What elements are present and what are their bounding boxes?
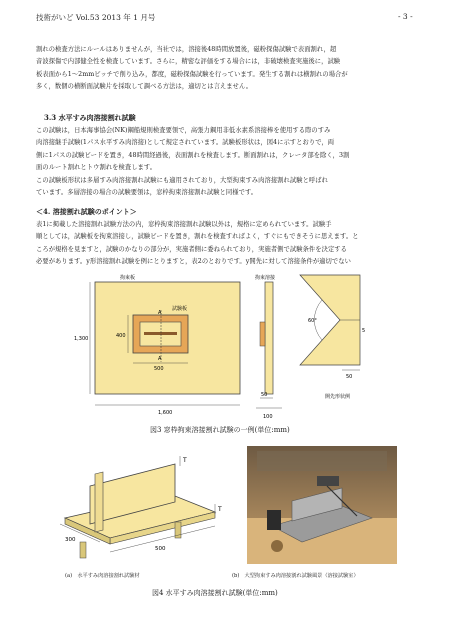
text-line: 面のルート割れとトウ割れを検査します。 [36, 164, 157, 172]
label-50-groove: 50 [346, 374, 353, 380]
label-a-bottom: A [158, 356, 162, 362]
figure-3-caption: 図3 窓枠拘束溶接割れ試験の一例(単位:mm) [150, 426, 290, 434]
header-left: 技術がいど Vol.53 2013 年 1 月号 [36, 13, 156, 22]
figure-4b-photo [247, 446, 397, 564]
label-t-top: T [183, 457, 187, 464]
label-500: 500 [154, 366, 164, 372]
side-view-plate [265, 282, 273, 394]
text-line: ころが規格を見ますと，試験のかなりの部分が，実施者側に委ねられており，実施者側で試験条件を決定する [36, 245, 347, 253]
text-line: 板表面から1～2mmピッチで削り込み，都度，磁粉探傷試験を行っています。発生する割れは横割れの場合が [36, 70, 348, 78]
label-100: 100 [263, 414, 273, 420]
label-a-top: A [158, 310, 162, 316]
side-view-test [260, 322, 265, 346]
text-line: 肉溶接継手試験(1パス水平すみ肉溶接)として規定されています。試験板形状は，図4に示すとおりで，両 [36, 139, 335, 147]
figure-4b-caption: (b) 大型拘束すみ肉溶接割れ試験風景（溶接試験室） [232, 573, 359, 579]
rib-plate [95, 472, 103, 532]
label-restraint-plate: 拘束板 [120, 275, 136, 281]
label-5: 5 [362, 328, 366, 334]
text-line: ています。多層溶接の場合の試験要領は，窓枠拘束溶接割れ試験と同様です。 [36, 189, 258, 197]
label-500-base: 500 [155, 546, 166, 552]
figure-4a-caption: (a) 水平すみ肉溶接割れ試験材 [65, 573, 140, 579]
text-line: 表1に掲載した溶接割れ試験方法の内，窓枠拘束溶接割れ試験以外は，規格に定められています。試験手 [36, 221, 332, 228]
figure-3-drawing [60, 270, 400, 422]
label-test-plate: 試験板 [172, 306, 188, 312]
label-1600: 1,600 [158, 410, 173, 416]
label-60deg: 60° [308, 318, 317, 324]
text-line: 側に1パスの試験ビードを置き，48時間経過後，表面割れを検査します。断面割れは，クレータ部を除く，3割 [36, 151, 350, 159]
text-line: 割れの検査方法にルールはありませんが，当社では，溶接後48時間放置後，磁粉探傷試験で表面割れ，超 [36, 46, 337, 53]
text-line: この試験板形状は多層すみ肉溶接割れ試験にも適用されており，大型拘束すみ肉溶接割れ試験と呼ばれ [36, 176, 328, 184]
section-4-heading: ＜4. 溶接割れ試験のポイント＞ [36, 207, 137, 216]
section-4-body [36, 219, 428, 269]
figure-4a-drawing [55, 446, 230, 566]
weld-bead [144, 332, 177, 335]
label-1300: 1,300 [74, 336, 89, 342]
label-400: 400 [116, 333, 126, 339]
intro-paragraph [36, 44, 428, 94]
figure-4-caption: 図4 水平すみ肉溶接割れ試験(単位:mm) [152, 589, 278, 597]
text-line: 必要があります。y形溶接割れ試験を例にとりますと，表2のとおりです。y開先に対して溶接条件が適切でない [36, 258, 351, 266]
text-line: この試験は，日本海事協会(NK)鋼船規則検査要領で，高張力鋼用非低水素系溶接棒を使用する際のすみ [36, 127, 331, 134]
label-restraint-weld: 拘束溶接 [255, 275, 276, 281]
section-3-3-body [36, 125, 428, 199]
label-300: 300 [65, 537, 76, 543]
label-50: 50 [261, 392, 268, 398]
section-3-3-heading: 3.3 水平すみ肉溶接割れ試験 [44, 113, 136, 122]
page-number: - 3 - [398, 12, 413, 21]
label-groove-example: 開先形状例 [325, 394, 351, 400]
label-t-side: T [218, 506, 222, 513]
text-line: 順としては，試験板を拘束溶接し，試験ビードを置き，割れを検査すればよく，すぐにもできそうに思えます。と [36, 233, 359, 241]
text-line: 多く，数個の横断面試験片を採取して調べる方法は，適切とは言えません。 [36, 83, 253, 91]
text-line: 音波探傷で内部健全性を検査しています。さらに，精密な評価をする場合には，非破壊検査実施後に，試験 [36, 58, 341, 66]
